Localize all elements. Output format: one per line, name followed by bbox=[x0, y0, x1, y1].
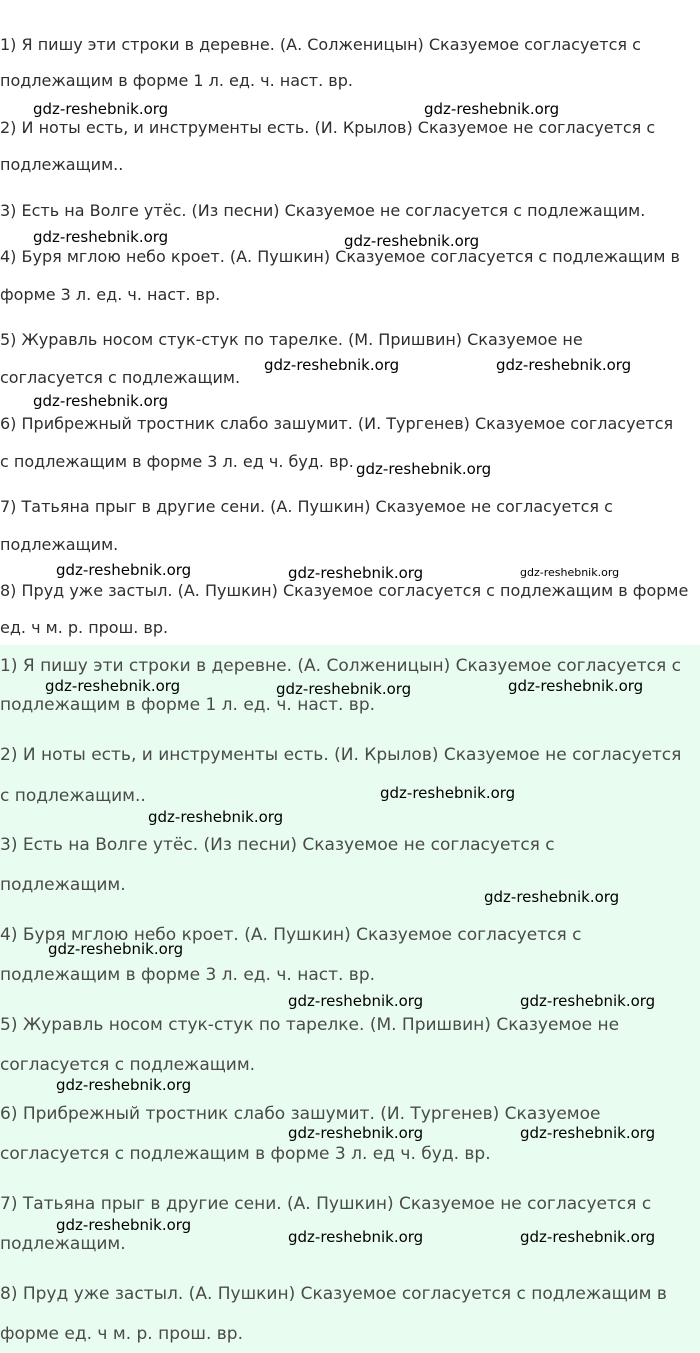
watermark: gdz-reshebnik.org bbox=[288, 992, 424, 1010]
text-line: 5) Журавль носом стук-стук по тарелке. (М. Пришвин) Сказуемое не bbox=[0, 330, 583, 349]
watermark: gdz-reshebnik.org bbox=[520, 566, 620, 579]
watermark: gdz-reshebnik.org bbox=[56, 561, 192, 579]
watermark: gdz-reshebnik.org bbox=[33, 228, 169, 246]
watermark: gdz-reshebnik.org bbox=[48, 940, 184, 958]
text-line: подлежащим. bbox=[0, 1234, 126, 1254]
answer-section-top bbox=[0, 0, 700, 645]
text-line: 4) Буря мглою небо кроет. (А. Пушкин) Сказуемое согласуется с подлежащим в bbox=[0, 247, 680, 266]
text-line: 8) Пруд уже застыл. (А. Пушкин) Сказуемое согласуется с подлежащим в bbox=[0, 1284, 667, 1304]
watermark: gdz-reshebnik.org bbox=[520, 992, 656, 1010]
text-line: 7) Татьяна прыг в другие сени. (А. Пушкин) Сказуемое не согласуется с bbox=[0, 497, 613, 516]
watermark: gdz-reshebnik.org bbox=[33, 100, 169, 118]
text-line: согласуется с подлежащим. bbox=[0, 368, 241, 387]
text-line: 1) Я пишу эти строки в деревне. (А. Солженицын) Сказуемое согласуется с bbox=[0, 35, 641, 54]
text-line: 6) Прибрежный тростник слабо зашумит. (И. Тургенев) Сказуемое согласуется bbox=[0, 414, 674, 433]
text-line: с подлежащим.. bbox=[0, 786, 146, 806]
watermark: gdz-reshebnik.org bbox=[380, 784, 516, 802]
watermark: gdz-reshebnik.org bbox=[264, 356, 400, 374]
watermark: gdz-reshebnik.org bbox=[520, 1228, 656, 1246]
watermark: gdz-reshebnik.org bbox=[276, 680, 412, 698]
watermark: gdz-reshebnik.org bbox=[484, 888, 620, 906]
text-line: 6) Прибрежный тростник слабо зашумит. (И. Тургенев) Сказуемое bbox=[0, 1104, 601, 1124]
text-line: подлежащим в форме 1 л. ед. ч. наст. вр. bbox=[0, 695, 376, 715]
text-line: 7) Татьяна прыг в другие сени. (А. Пушкин) Сказуемое не согласуется с bbox=[0, 1194, 652, 1214]
text-line: 2) И ноты есть, и инструменты есть. (И. Крылов) Сказуемое не согласуется bbox=[0, 745, 682, 765]
text-line: с подлежащим в форме 3 л. ед ч. буд. вр. bbox=[0, 452, 354, 471]
text-line: 4) Буря мглою небо кроет. (А. Пушкин) Сказуемое согласуется с bbox=[0, 925, 582, 945]
watermark: gdz-reshebnik.org bbox=[344, 232, 480, 250]
watermark: gdz-reshebnik.org bbox=[520, 1124, 656, 1142]
watermark: gdz-reshebnik.org bbox=[424, 100, 560, 118]
watermark: gdz-reshebnik.org bbox=[56, 1076, 192, 1094]
text-line: согласуется с подлежащим в форме 3 л. ед ч. буд. вр. bbox=[0, 1144, 491, 1164]
watermark: gdz-reshebnik.org bbox=[288, 1228, 424, 1246]
text-line: подлежащим.. bbox=[0, 155, 124, 174]
watermark: gdz-reshebnik.org bbox=[508, 677, 644, 695]
text-line: согласуется с подлежащим. bbox=[0, 1055, 256, 1075]
text-line: ед. ч м. р. прош. вр. bbox=[0, 618, 169, 637]
text-line: подлежащим в форме 3 л. ед. ч. наст. вр. bbox=[0, 965, 376, 985]
text-line: 5) Журавль носом стук-стук по тарелке. (М. Пришвин) Сказуемое не bbox=[0, 1015, 620, 1035]
text-line: 3) Есть на Волге утёс. (Из песни) Сказуемое не согласуется с подлежащим. bbox=[0, 201, 646, 220]
watermark: gdz-reshebnik.org bbox=[33, 392, 169, 410]
watermark: gdz-reshebnik.org bbox=[496, 356, 632, 374]
watermark: gdz-reshebnik.org bbox=[288, 564, 424, 582]
text-line: подлежащим в форме 1 л. ед. ч. наст. вр. bbox=[0, 71, 353, 90]
text-line: 2) И ноты есть, и инструменты есть. (И. Крылов) Сказуемое не согласуется с bbox=[0, 118, 656, 137]
text-line: подлежащим. bbox=[0, 535, 119, 554]
text-line: 1) Я пишу эти строки в деревне. (А. Солженицын) Сказуемое согласуется с bbox=[0, 656, 681, 676]
text-line: форме 3 л. ед. ч. наст. вр. bbox=[0, 285, 221, 304]
watermark: gdz-reshebnik.org bbox=[148, 808, 284, 826]
watermark: gdz-reshebnik.org bbox=[288, 1124, 424, 1142]
watermark: gdz-reshebnik.org bbox=[45, 677, 181, 695]
text-line: 3) Есть на Волге утёс. (Из песни) Сказуемое не согласуется с bbox=[0, 835, 555, 855]
text-line: 8) Пруд уже застыл. (А. Пушкин) Сказуемое согласуется с подлежащим в форме bbox=[0, 581, 689, 600]
watermark: gdz-reshebnik.org bbox=[56, 1216, 192, 1234]
text-line: подлежащим. bbox=[0, 875, 126, 895]
text-line: форме ед. ч м. р. прош. вр. bbox=[0, 1324, 243, 1344]
watermark: gdz-reshebnik.org bbox=[356, 460, 492, 478]
